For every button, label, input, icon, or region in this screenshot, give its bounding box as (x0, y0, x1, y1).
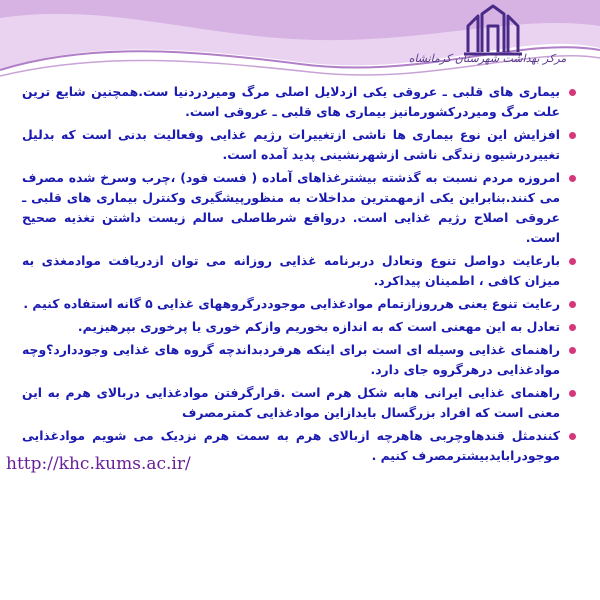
bullet-item (22, 294, 578, 314)
bullet-item (22, 383, 578, 423)
bullet-text: بارعایت دواصل تنوع وتعادل دربرنامه غذایی روزانه می توان ازدریافت موادمغذی به میزان کافی ، اطمینان پیداکرد. (22, 253, 560, 288)
bullet-dot-icon (569, 324, 576, 331)
header-caption: مرکز بهداشت شهرستان کرمانشاه (408, 52, 567, 65)
bullet-item (22, 317, 578, 337)
university-logo-icon (462, 4, 524, 58)
bullet-list (22, 82, 578, 469)
website-url-watermark: http://khc.kums.ac.ir/ (6, 454, 191, 474)
bullet-dot-icon (569, 433, 576, 440)
bullet-dot-icon (569, 390, 576, 397)
bullet-text: افزایش این نوع بیماری ها ناشی ازتغییرات رژیم غذایی وفعالیت بدنی است که بدلیل تغییردرشیوه زندگی ناشی ازشهرنشینی پدید آمده است. (22, 127, 560, 162)
bullet-item (22, 251, 578, 291)
bullet-text: امروزه مردم نسبت به گذشته بیشترغذاهای آماده ( فست فود) ،چرب وسرخ شده مصرف می کنند.بنابراین یکی ازمهمترین مداخلات به منظورپیشگیری وکنترل بیماری های قلبی ـ عروقی اصلاح رژیم غذایی است. درواقع شرطاصلی سالم زیست داشتن تغذیه صحیح است. (22, 170, 560, 245)
bullet-text: کنندمثل قندهاوچربی هاهرچه ازبالای هرم به سمت هرم نزدیک می شویم موادغذایی موجودرابایدبیشترمصرف کنیم . (22, 428, 560, 463)
bullet-dot-icon (569, 258, 576, 265)
bullet-dot-icon (569, 89, 576, 96)
bullet-dot-icon (569, 175, 576, 182)
bullet-text: تعادل به این مهعنی است که به اندازه بخوریم وازکم خوری یا پرخوری بپرهیزیم. (77, 319, 560, 334)
bullet-dot-icon (569, 347, 576, 354)
bullet-item (22, 340, 578, 380)
bullet-text: رعایت تنوع یعنی هرروزازتمام موادغذایی موجوددرگروههای غذایی ۵ گانه استفاده کنیم . (23, 296, 560, 311)
bullet-text: راهنمای غذایی ایرانی هابه شکل هرم است .قرارگرفتن موادغذایی دربالای هرم به این معنی است که افراد بزرگسال بایدازاین موادغذایی کمترمصرف (22, 385, 560, 420)
bullet-text: راهنمای غذایی وسیله ای است برای اینکه هرفردبداندچه گروه های غذایی وجوددارد؟وچه موادغذایی درهرگروه جای دارد. (22, 342, 560, 377)
bullet-item (22, 82, 578, 122)
bullet-item (22, 125, 578, 165)
bullet-text: بیماری های قلبی ـ عروقی یکی ازدلایل اصلی مرگ ومیردردنیا ست.همچنین شایع ترین علت مرگ ومیردرکشورمانیز بیماری های قلبی ـ عروقی است. (22, 84, 560, 119)
bullet-item (22, 168, 578, 248)
bullet-dot-icon (569, 301, 576, 308)
bullet-dot-icon (569, 132, 576, 139)
